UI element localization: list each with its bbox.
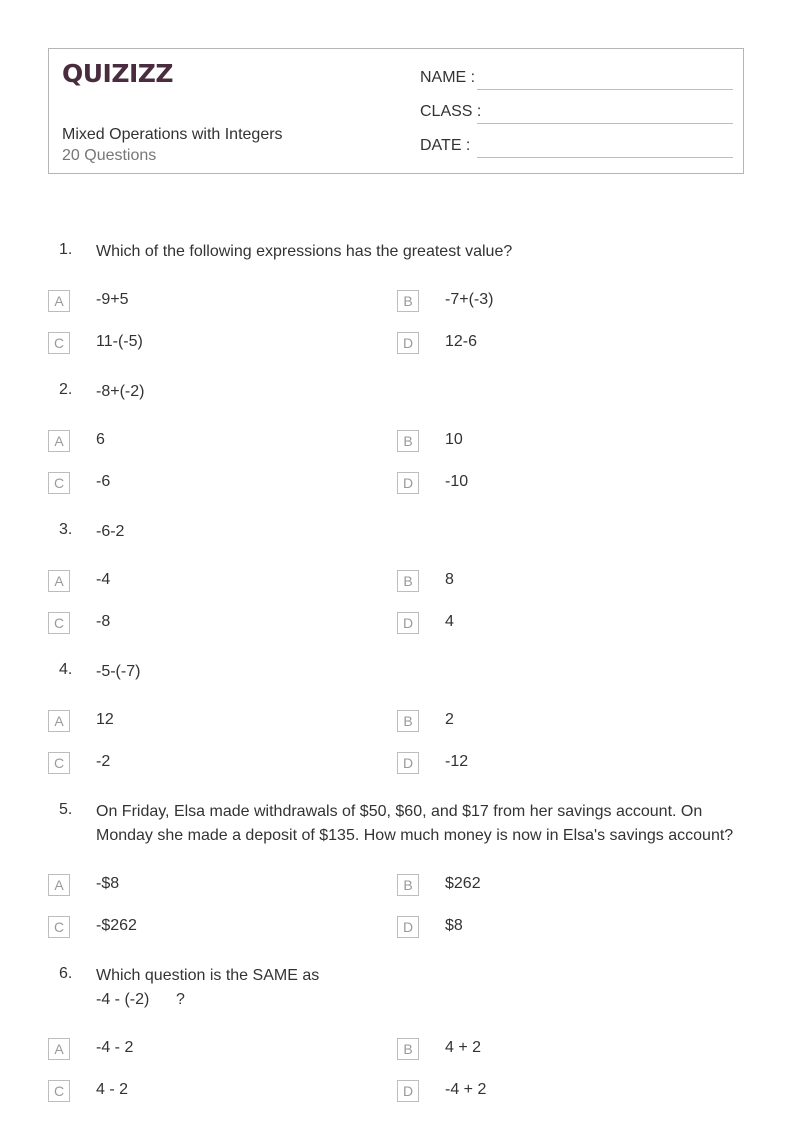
option-a-box[interactable]: A xyxy=(48,1038,70,1060)
option-d-box[interactable]: D xyxy=(397,916,419,938)
option-b-box[interactable]: B xyxy=(397,874,419,896)
question-number: 6. xyxy=(59,965,73,982)
option-c-text: -$262 xyxy=(96,917,137,934)
worksheet-header xyxy=(48,48,744,174)
option-a-text: -$8 xyxy=(96,875,120,892)
option-c-text: -6 xyxy=(96,473,111,490)
option-a-box[interactable]: A xyxy=(48,710,70,732)
class-line xyxy=(477,123,733,124)
option-b-text: 10 xyxy=(445,431,463,448)
option-d-text: 12-6 xyxy=(445,333,478,350)
option-c-box[interactable]: C xyxy=(48,612,70,634)
option-b-box[interactable]: B xyxy=(397,710,419,732)
worksheet-title: Mixed Operations with Integers xyxy=(62,126,283,143)
option-c-box[interactable]: C xyxy=(48,472,70,494)
option-b-text: 8 xyxy=(445,571,454,588)
option-a-text: -4 xyxy=(96,571,111,588)
option-c-text: -2 xyxy=(96,753,111,770)
option-d-box[interactable]: D xyxy=(397,332,419,354)
option-d-text: -12 xyxy=(445,753,469,770)
option-a-text: -4 - 2 xyxy=(96,1039,134,1056)
option-b-text: 4 + 2 xyxy=(445,1039,482,1056)
option-b-box[interactable]: B xyxy=(397,290,419,312)
option-d-text: $8 xyxy=(445,917,463,934)
question-text: -4 - (-2) ? xyxy=(96,991,185,1008)
option-a-text: 12 xyxy=(96,711,114,728)
quizizz-logo: QUIZIZZ xyxy=(62,59,174,88)
option-a-box[interactable]: A xyxy=(48,570,70,592)
class-field xyxy=(420,103,481,121)
question-text: -6-2 xyxy=(96,523,125,540)
option-d-text: -10 xyxy=(445,473,469,490)
option-b-text: $262 xyxy=(445,875,481,892)
option-a-text: -9+5 xyxy=(96,291,129,308)
option-c-text: 4 - 2 xyxy=(96,1081,129,1098)
date-field xyxy=(420,137,470,155)
question-text: Which of the following expressions has the greatest value? xyxy=(96,243,513,260)
option-a-text: 6 xyxy=(96,431,105,448)
option-c-box[interactable]: C xyxy=(48,1080,70,1102)
option-c-text: 11-(-5) xyxy=(96,333,143,350)
name-line xyxy=(477,89,733,90)
option-a-box[interactable]: A xyxy=(48,430,70,452)
class-label: CLASS : xyxy=(420,103,482,120)
option-d-text: -4 + 2 xyxy=(445,1081,487,1098)
option-d-box[interactable]: D xyxy=(397,1080,419,1102)
name-label: NAME : xyxy=(420,69,476,86)
question-number: 2. xyxy=(59,381,73,398)
question-number: 3. xyxy=(59,521,73,538)
name-field xyxy=(420,69,475,87)
question-number: 5. xyxy=(59,801,73,818)
option-d-box[interactable]: D xyxy=(397,472,419,494)
option-c-box[interactable]: C xyxy=(48,332,70,354)
option-b-box[interactable]: B xyxy=(397,430,419,452)
option-a-box[interactable]: A xyxy=(48,290,70,312)
option-b-text: -7+(-3) xyxy=(445,291,494,308)
question-text: Which question is the SAME as xyxy=(96,967,320,984)
question-text: On Friday, Elsa made withdrawals of $50, $60, and $17 from her savings account. On xyxy=(96,803,703,820)
option-a-box[interactable]: A xyxy=(48,874,70,896)
option-d-box[interactable]: D xyxy=(397,752,419,774)
option-c-box[interactable]: C xyxy=(48,916,70,938)
option-b-text: 2 xyxy=(445,711,454,728)
question-number: 1. xyxy=(59,241,73,258)
option-c-text: -8 xyxy=(96,613,111,630)
option-c-box[interactable]: C xyxy=(48,752,70,774)
question-text: -8+(-2) xyxy=(96,383,145,400)
option-d-text: 4 xyxy=(445,613,454,630)
date-label: DATE : xyxy=(420,137,471,154)
question-number: 4. xyxy=(59,661,73,678)
option-b-box[interactable]: B xyxy=(397,1038,419,1060)
date-line xyxy=(477,157,733,158)
option-b-box[interactable]: B xyxy=(397,570,419,592)
question-text: Monday she made a deposit of $135. How much money is now in Elsa's savings account? xyxy=(96,827,734,844)
option-d-box[interactable]: D xyxy=(397,612,419,634)
question-count: 20 Questions xyxy=(62,147,157,164)
question-text: -5-(-7) xyxy=(96,663,141,680)
